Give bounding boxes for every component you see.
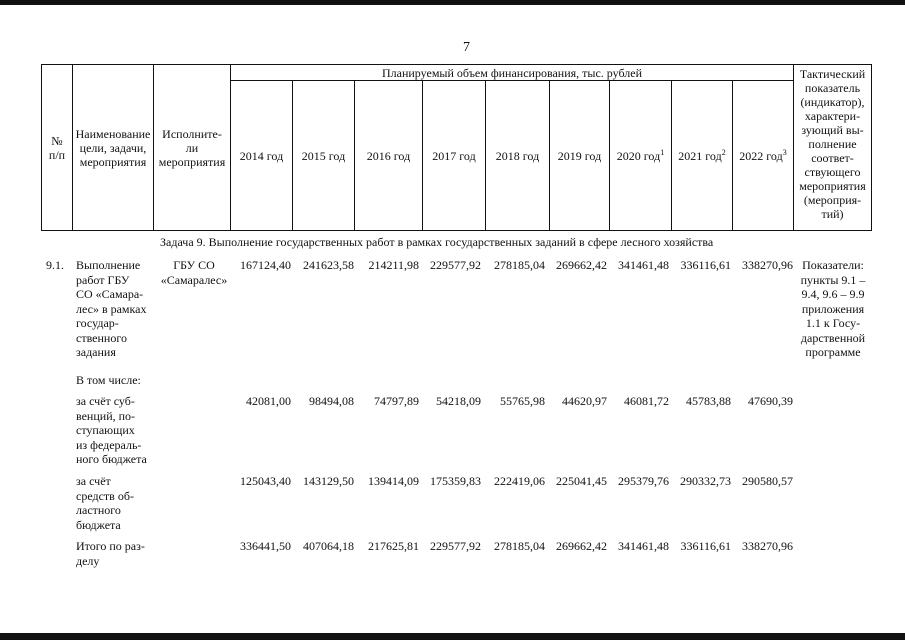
header-funding-title: Планируемый объем финансирования, тыс. рублей: [231, 65, 794, 81]
value-regional-2022: 290580,57: [742, 474, 793, 488]
row-name-regional: за счёт средств об- ластного бюджета: [76, 474, 134, 532]
value-main-2018: 278185,04: [494, 258, 545, 272]
header-year-2018: 2018 год: [486, 81, 550, 231]
row-name-including: В том числе:: [76, 373, 141, 387]
value-federal-2016: 74797,89: [374, 394, 419, 408]
header-year-2022: 2022 год$^3$: [733, 81, 794, 231]
row-number: 9.1.: [46, 258, 64, 272]
header-year-2019: 2019 год: [550, 81, 610, 231]
header-indicator: Тактический показатель (индикатор), характери- зующий вы- полнение соответ- ствующего мероприятия (мероприя- тий): [794, 65, 872, 231]
row-executor: ГБУ СО «Самаралес»: [160, 258, 228, 287]
task-title: Задача 9. Выполнение государственных работ в рамках государственных заданий в сфере лесного хозяйства: [160, 235, 714, 249]
value-main-2021: 336116,61: [680, 258, 731, 272]
row-name-total: Итого по раз- делу: [76, 539, 145, 568]
value-total-2022: 338270,96: [742, 539, 793, 553]
value-main-2022: 338270,96: [742, 258, 793, 272]
header-executor: Исполните- ли мероприятия: [154, 65, 231, 231]
header-name: Наименование цели, задачи, мероприятия: [73, 65, 154, 231]
value-total-2019: 269662,42: [556, 539, 607, 553]
value-regional-2014: 125043,40: [240, 474, 291, 488]
value-regional-2020: 295379,76: [618, 474, 669, 488]
value-federal-2014: 42081,00: [246, 394, 291, 408]
value-total-2018: 278185,04: [494, 539, 545, 553]
header-year-2020: 2020 год$^1$: [610, 81, 672, 231]
value-federal-2018: 55765,98: [500, 394, 545, 408]
value-total-2020: 341461,48: [618, 539, 669, 553]
value-federal-2019: 44620,97: [562, 394, 607, 408]
value-main-2016: 214211,98: [368, 258, 419, 272]
value-total-2014: 336441,50: [240, 539, 291, 553]
value-federal-2017: 54218,09: [436, 394, 481, 408]
header-year-2017: 2017 год: [423, 81, 486, 231]
page-number: 7: [463, 40, 470, 55]
value-total-2017: 229577,92: [430, 539, 481, 553]
value-regional-2021: 290332,73: [680, 474, 731, 488]
bottom-scan-border: [0, 633, 905, 640]
value-main-2017: 229577,92: [430, 258, 481, 272]
value-main-2014: 167124,40: [240, 258, 291, 272]
row-name-federal: за счёт суб- венций, по- ступающих из федераль- ного бюджета: [76, 394, 147, 466]
value-main-2020: 341461,48: [618, 258, 669, 272]
value-total-2016: 217625,81: [368, 539, 419, 553]
top-scan-border: [0, 0, 905, 5]
value-regional-2016: 139414,09: [368, 474, 419, 488]
header-year-2014: 2014 год: [231, 81, 293, 231]
value-federal-2020: 46081,72: [624, 394, 669, 408]
header-year-2015: 2015 год: [293, 81, 355, 231]
header-num: № п/п: [42, 65, 73, 231]
row-name-main: Выполнение работ ГБУ СО «Самара- лес» в рамках государ- ственного задания: [76, 258, 147, 359]
value-total-2015: 407064,18: [303, 539, 354, 553]
header-year-2016: 2016 год: [355, 81, 423, 231]
value-federal-2021: 45783,88: [686, 394, 731, 408]
value-regional-2017: 175359,83: [430, 474, 481, 488]
value-main-2019: 269662,42: [556, 258, 607, 272]
row-indicator: Показатели: пункты 9.1 – 9.4, 9.6 – 9.9 приложения 1.1 к Госу- дарственной программе: [800, 258, 866, 359]
value-main-2015: 241623,58: [303, 258, 354, 272]
table-header: [41, 64, 872, 231]
value-federal-2015: 98494,08: [309, 394, 354, 408]
value-federal-2022: 47690,39: [748, 394, 793, 408]
value-regional-2015: 143129,50: [303, 474, 354, 488]
value-regional-2019: 225041,45: [556, 474, 607, 488]
value-total-2021: 336116,61: [680, 539, 731, 553]
header-year-2021: 2021 год$^2$: [672, 81, 733, 231]
value-regional-2018: 222419,06: [494, 474, 545, 488]
